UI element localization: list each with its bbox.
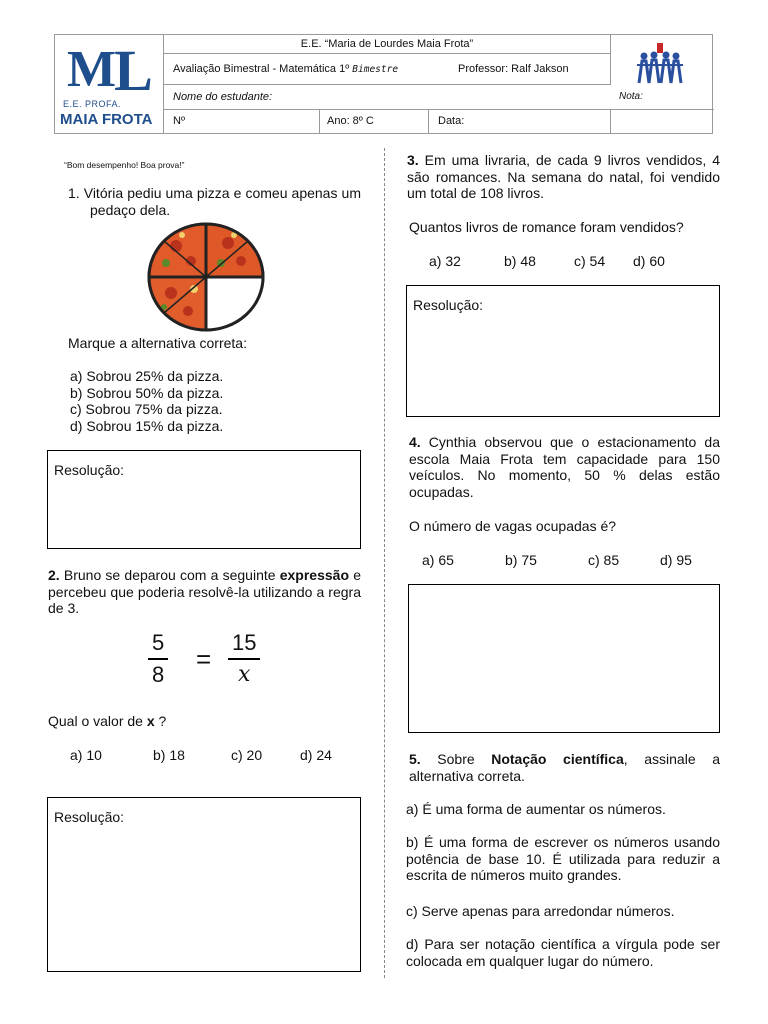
q2-text: 2. Bruno se deparou com a seguinte expressão e percebeu que poderia resolvê-la utilizando a regra de 3.: [48, 567, 361, 616]
school-logo: ML E.E. PROFA. MAIA FROTA: [55, 35, 164, 133]
q1-option-c[interactable]: c) Sobrou 75% da pizza.: [70, 401, 223, 417]
number-field[interactable]: Nº: [173, 115, 185, 127]
year-field: Ano: 8º C: [327, 115, 374, 127]
exam-header: [54, 34, 713, 134]
school-name: E.E. “Maria de Lourdes Maia Frota”: [164, 35, 610, 54]
q1-option-a[interactable]: a) Sobrou 25% da pizza.: [70, 368, 224, 384]
greeting: “Bom desempenho! Boa prova!”: [64, 160, 185, 170]
q2-question: Qual o valor de x ?: [48, 713, 167, 729]
q3-resolution-box[interactable]: [406, 285, 720, 417]
exam-info-row: [164, 54, 610, 85]
q4-option-a[interactable]: a) 65: [422, 552, 454, 568]
q4-resolution-box[interactable]: [408, 584, 720, 733]
q3-text: 3. Em uma livraria, de cada 9 livros vendidos, 4 são romances. Na semana do natal, foi vendido um total de 108 livros.: [407, 152, 720, 201]
q4-option-c[interactable]: c) 85: [588, 552, 620, 568]
date-field[interactable]: Data:: [438, 115, 465, 127]
q2-resolution-box[interactable]: [47, 797, 361, 972]
q5-option-b[interactable]: b) É uma forma de escrever os números usando potência de base 10. É utilizada para reduzir a escrita de números muito grandes.: [406, 834, 720, 883]
q1-resolution-label: Resolução:: [54, 462, 125, 478]
grade-field[interactable]: Nota:: [619, 91, 643, 102]
q5-option-c[interactable]: c) Serve apenas para arredondar números.: [406, 903, 675, 919]
student-name-row: [164, 85, 714, 110]
q2-option-b[interactable]: b) 18: [153, 747, 185, 763]
q4-option-b[interactable]: b) 75: [505, 552, 537, 568]
logo-school-name: MAIA FROTA: [60, 111, 153, 128]
q2-option-d[interactable]: d) 24: [300, 747, 332, 763]
q2-resolution-label: Resolução:: [54, 809, 125, 825]
q3-option-d[interactable]: d) 60: [633, 253, 665, 269]
q5-option-d[interactable]: d) Para ser notação científica a vírgula pode ser colocada em qualquer lugar do número.: [406, 936, 720, 969]
q5-text: 5. Sobre Notação científica, assinale a alternativa correta.: [409, 751, 720, 784]
fraction-left: 5 8: [148, 630, 168, 688]
column-divider: [384, 148, 385, 978]
q1-resolution-box[interactable]: [47, 450, 361, 549]
q3-resolution-label: Resolução:: [413, 297, 484, 313]
q3-option-a[interactable]: a) 32: [429, 253, 461, 269]
school-emblem-icon: [635, 43, 685, 85]
q3-option-c[interactable]: c) 54: [574, 253, 606, 269]
exam-title: Avaliação Bimestral - Matemática 1º Bimestre: [173, 63, 399, 75]
details-row: [164, 110, 610, 133]
q4-question: O número de vagas ocupadas é?: [409, 518, 617, 534]
q4-option-d[interactable]: d) 95: [660, 552, 692, 568]
q1-option-d[interactable]: d) Sobrou 15% da pizza.: [70, 417, 224, 434]
logo-subtitle: E.E. PROFA.: [63, 99, 122, 109]
q3-question: Quantos livros de romance foram vendidos?: [409, 219, 684, 235]
q1-instruction: Marque a alternativa correta:: [68, 335, 247, 351]
q2-option-a[interactable]: a) 10: [70, 747, 102, 763]
q1-option-b[interactable]: b) Sobrou 50% da pizza.: [70, 384, 224, 401]
teacher-name: Professor: Ralf Jakson: [458, 63, 569, 75]
q2-option-c[interactable]: c) 20: [231, 747, 263, 763]
q1-text: 1. Vitória pediu uma pizza e comeu apenas um pedaço dela.: [68, 185, 361, 218]
equals-sign: =: [196, 644, 212, 674]
fraction-right: 15 x: [228, 630, 260, 687]
pizza-icon: [146, 221, 266, 333]
q4-text: 4. Cynthia observou que o estacionamento da escola Maia Frota tem capacidade para 150 veículos. No momento, 50 % delas estão ocupadas.: [409, 434, 720, 500]
q3-option-b[interactable]: b) 48: [504, 253, 536, 269]
q5-option-a[interactable]: a) É uma forma de aumentar os números.: [406, 801, 666, 817]
q1-options: [70, 368, 223, 434]
student-name-field[interactable]: Nome do estudante:: [173, 91, 273, 103]
